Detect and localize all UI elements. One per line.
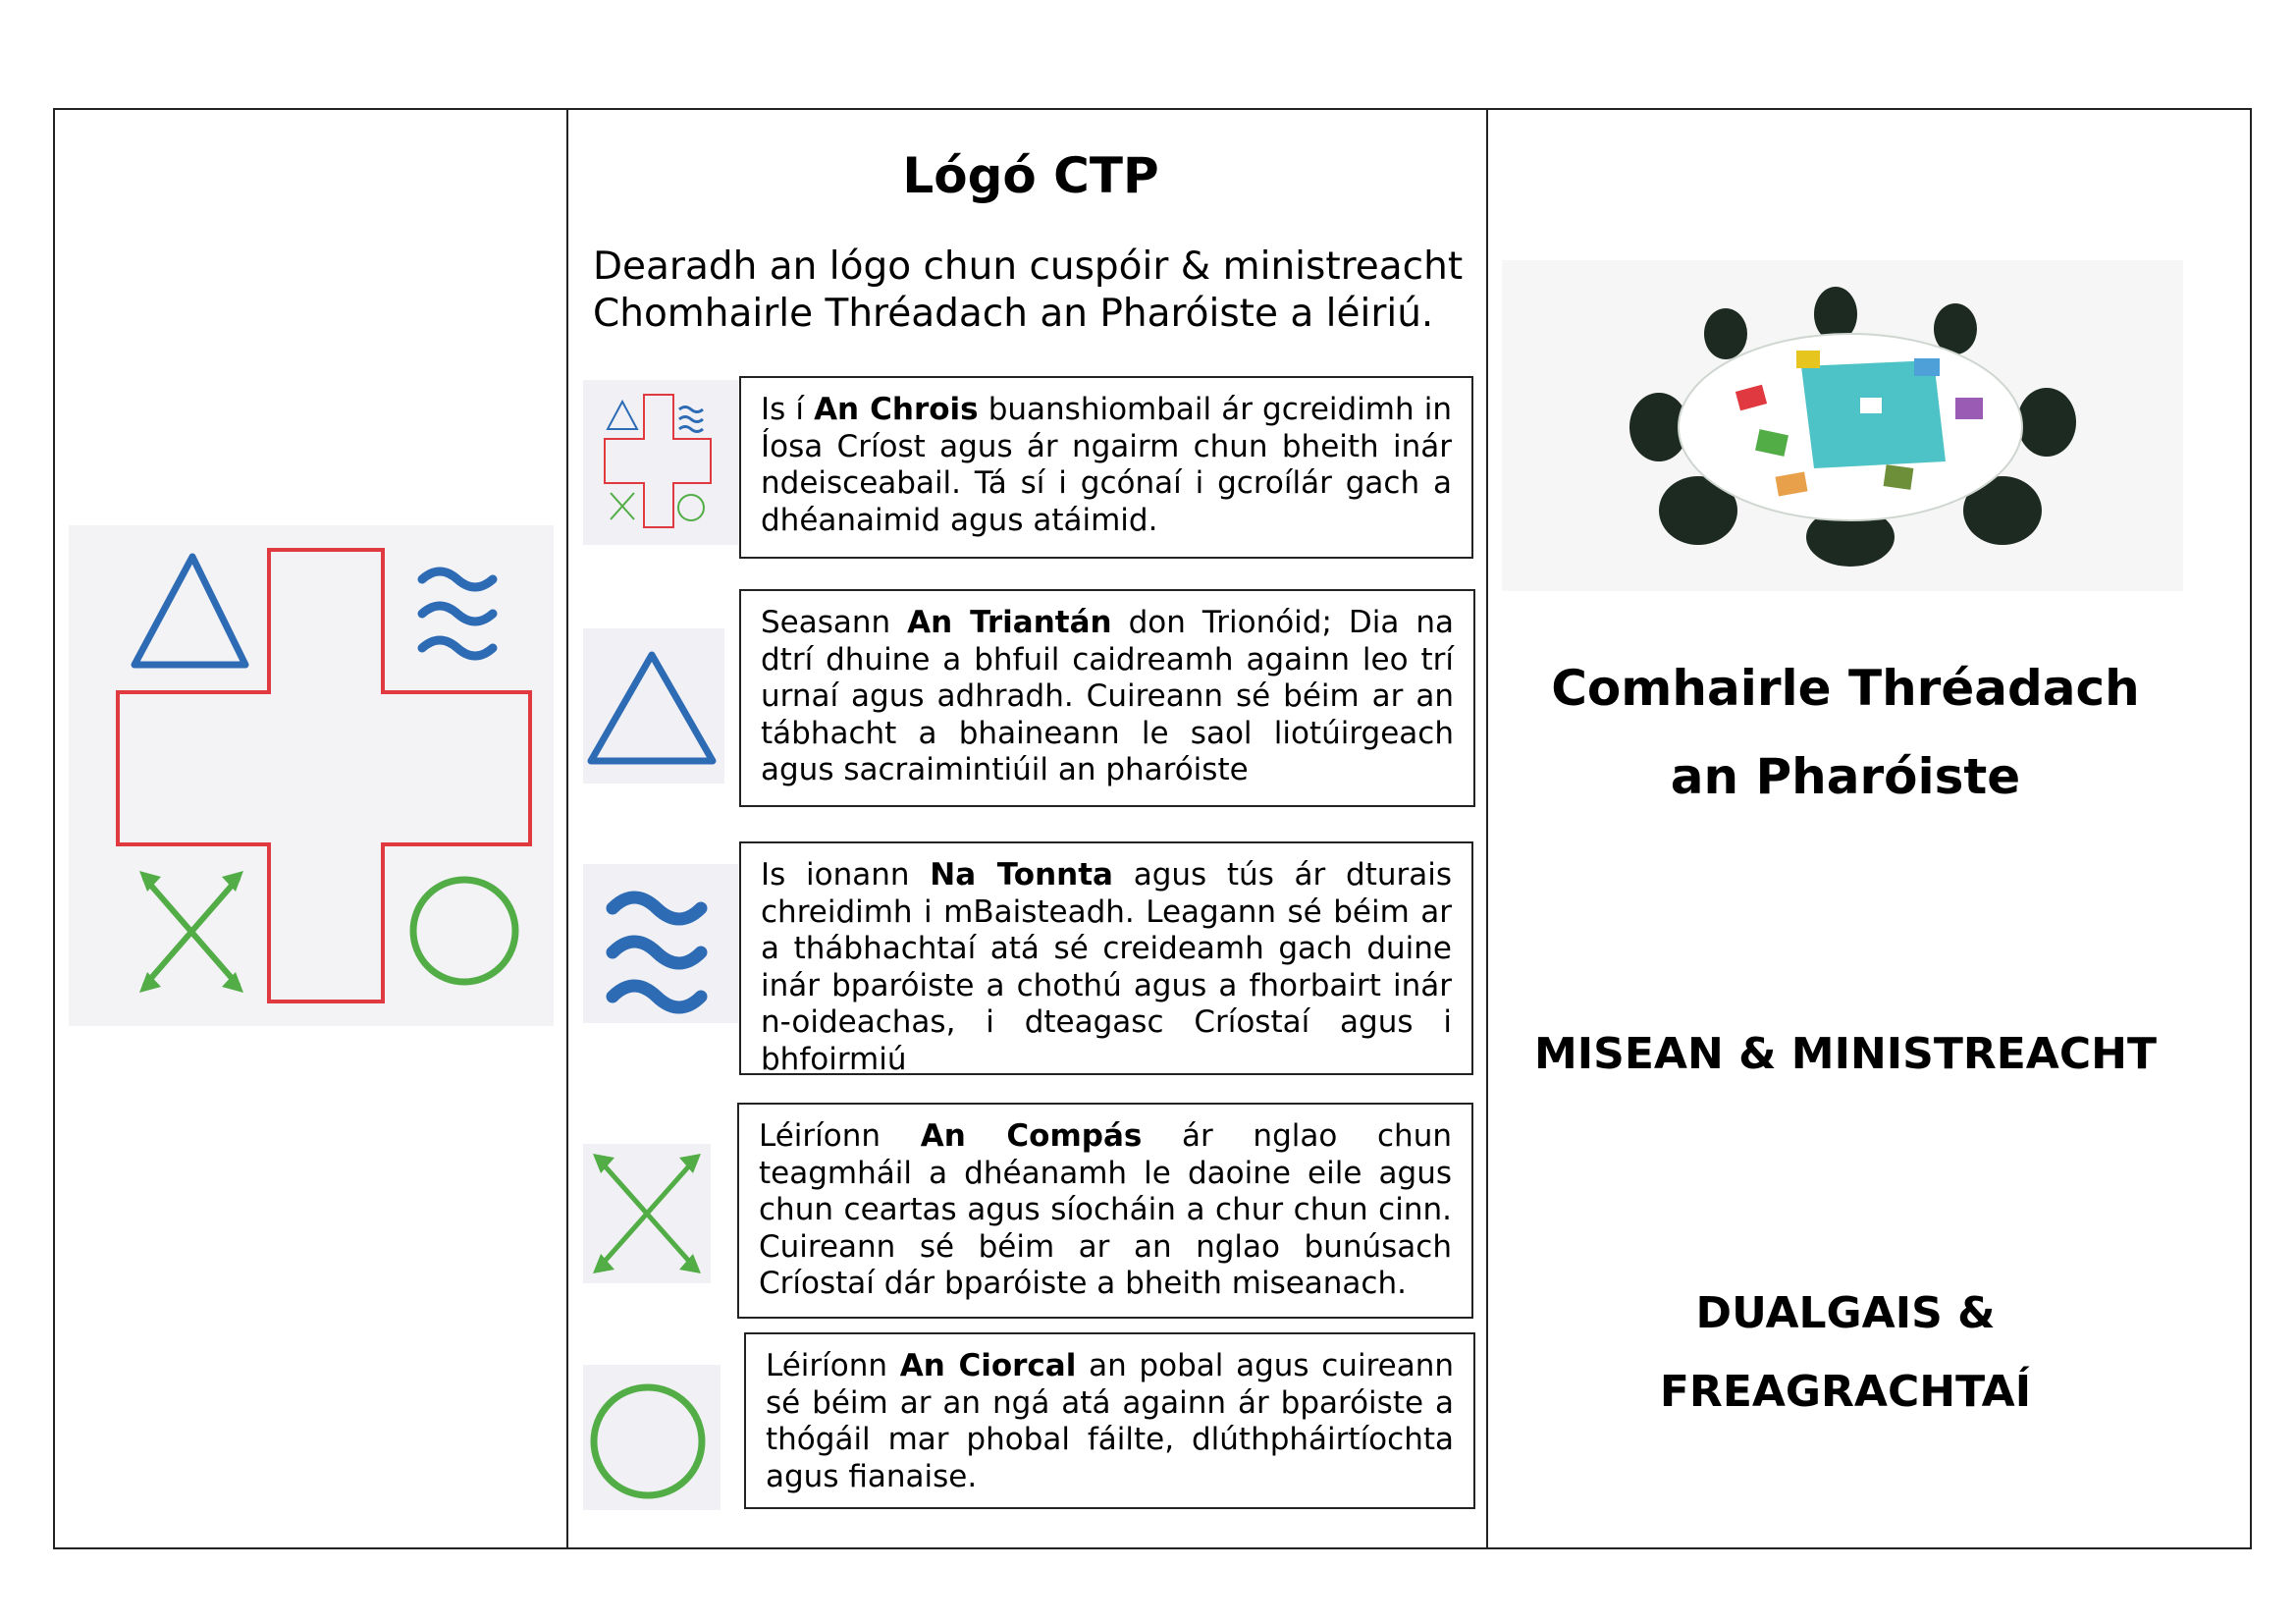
column-divider-left	[566, 108, 568, 1549]
compass-icon	[583, 1144, 711, 1283]
symbol-text-post: don Trionóid; Dia na dtrí dhuine a bhfuil caidreamh againn leo trí urnaí agus adhradh. Cuireann sé béim ar an tábhacht a bhaineann le saol liotúirgeach agus sacraimintiúil an pharóiste	[761, 605, 1454, 787]
symbol-box-triangle	[739, 589, 1475, 807]
symbol-box-cross	[739, 376, 1473, 559]
symbol-box-waves	[739, 841, 1473, 1075]
subtitle: Dearadh an lógo chun cuspóir & ministreacht Chomhairle Thréadach an Pharóiste a léiriú.	[593, 244, 1464, 336]
symbol-name: Na Tonnta	[930, 857, 1113, 893]
symbol-name: An Chrois	[814, 392, 979, 427]
page-title: Lógó CTP	[902, 147, 1159, 204]
symbol-name: An Ciorcal	[899, 1348, 1077, 1383]
symbol-text-pre: Seasann	[761, 605, 908, 640]
column-divider-right	[1486, 108, 1488, 1549]
mission-heading: MISEAN & MINISTREACHT	[1534, 1029, 2157, 1079]
large-logo	[69, 525, 554, 1026]
triangle-icon	[583, 628, 724, 784]
council-title-line1: Comhairle Thréadach	[1551, 660, 2140, 717]
cross-logo-icon	[583, 380, 738, 545]
symbol-text-pre: Léiríonn	[759, 1118, 921, 1154]
waves-icon	[583, 864, 738, 1023]
symbol-box-compass	[737, 1103, 1473, 1319]
circle-icon	[583, 1365, 721, 1510]
ctp-logo-icon	[69, 525, 554, 1026]
symbol-text-pre: Is í	[761, 392, 815, 427]
symbol-name: An Compás	[920, 1118, 1143, 1154]
symbol-text-post: ár nglao chun teagmháil a dhéanamh le daoine eile agus chun ceartas agus síocháin a chur chun cinn. Cuireann sé béim ar an nglao bunúsach Críostaí dár bparóiste a bheith miseanach.	[759, 1118, 1452, 1301]
duties-heading-line1: DUALGAIS &	[1695, 1288, 1996, 1338]
symbol-name: An Triantán	[907, 605, 1112, 640]
symbol-text-post: agus tús ár dturais chreidimh i mBaisteadh. Leagann sé béim ar a thábhachtaí atá sé creideamh gach duine inár bparóiste a chothú agus a fhorbairt inár n-oideachas, i dteagasc Críostaí agus i bhfoirmiú	[761, 857, 1452, 1077]
council-title-line2: an Pharóiste	[1670, 748, 2021, 805]
symbol-text-pre: Is ionann	[761, 857, 931, 893]
symbol-text-pre: Léiríonn	[766, 1348, 900, 1383]
symbol-box-circle	[744, 1332, 1475, 1509]
duties-heading-line2: FREAGRACHTAÍ	[1659, 1367, 2032, 1417]
symbol-text-post: buanshiombail ár gcreidimh in Íosa Críost agus ár ngairm chun bheith inár ndeisceabail. Tá sí i gcónaí i gcroílár gach a dhéanaimid agus atáimid.	[761, 392, 1452, 538]
council-table-photo	[1502, 260, 2183, 591]
symbol-text-post: an pobal agus cuireann sé béim ar an ngá atá againn ár bparóiste a thógáil mar phobal fáilte, dlúthpháirtíochta agus fianaise.	[766, 1348, 1454, 1494]
